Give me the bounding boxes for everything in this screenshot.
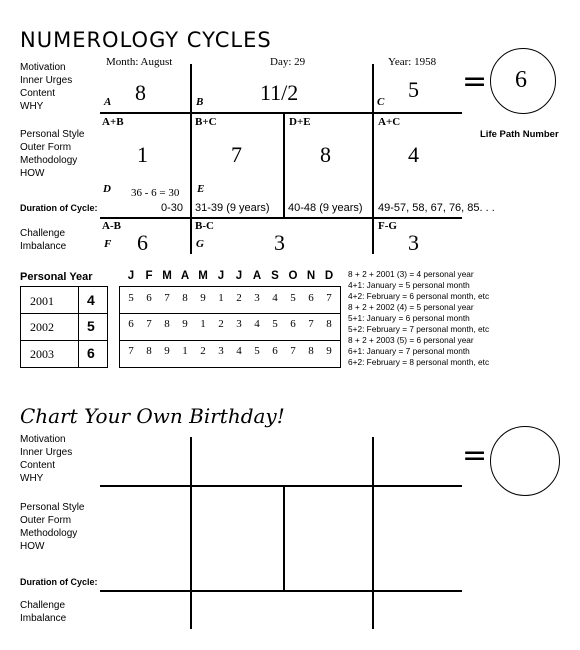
cell-de-label: D+E — [289, 116, 311, 128]
duration-3: 40-48 (9 years) — [288, 202, 363, 214]
life-path-label: Life Path Number — [480, 129, 559, 140]
cell-f-letter: F — [104, 238, 112, 250]
own-label-motivation: Motivation Inner Urges Content WHY — [20, 434, 73, 484]
grid-line — [283, 112, 285, 217]
year-2003-number: 6 — [87, 345, 95, 361]
page-title: NUMEROLOGY CYCLES — [20, 28, 272, 52]
cell-c-value: 5 — [408, 77, 419, 102]
cell-amb-label: A-B — [102, 220, 121, 232]
year-2002: 2002 — [30, 320, 54, 334]
grid-line — [372, 64, 374, 254]
own-grid-line — [100, 485, 462, 487]
cell-bc-value: 7 — [231, 142, 242, 167]
table-row: 6 7 8 9 1 2 3 4 5 6 7 8 — [128, 318, 332, 330]
cell-ab-label: A+B — [102, 116, 124, 128]
cell-bmc-label: B-C — [195, 220, 214, 232]
grid-line — [100, 112, 462, 114]
own-label-personal-style: Personal Style Outer Form Methodology HOW — [20, 502, 85, 552]
own-grid-line — [100, 590, 462, 592]
cell-b-letter: B — [196, 96, 204, 108]
cell-b-value: 11/2 — [260, 80, 299, 105]
life-path-value: 6 — [515, 67, 527, 93]
month-header: J F M A M J J A S O N D — [127, 270, 334, 282]
duration-2: 31-39 (9 years) — [195, 202, 270, 214]
table-row: 7 8 9 1 2 3 4 5 6 7 8 9 — [128, 345, 332, 357]
own-equals-sign: = — [462, 438, 488, 473]
cell-e-letter: E — [197, 183, 205, 195]
cell-fmg-value: 3 — [408, 230, 419, 255]
cell-g-letter: G — [196, 238, 204, 250]
cell-amb-value: 6 — [137, 230, 148, 255]
month-label: Month: August — [106, 56, 173, 68]
year-2002-number: 5 — [87, 318, 95, 334]
own-label-challenge: Challenge Imbalance — [20, 600, 67, 624]
own-life-path-circle — [490, 426, 560, 496]
row-label-duration: Duration of Cycle: — [20, 203, 98, 213]
cell-c-letter: C — [377, 96, 385, 108]
row-label-personal-style: Personal Style Outer Form Methodology HOW — [20, 129, 85, 179]
duration-1: 0-30 — [161, 202, 184, 214]
cell-a-letter: A — [104, 96, 112, 108]
months-table-divider — [119, 340, 341, 341]
grid-line — [190, 64, 192, 254]
grid-line — [100, 217, 462, 219]
cell-ab-value: 1 — [137, 142, 148, 167]
year-label: Year: 1958 — [388, 56, 437, 68]
year-2001: 2001 — [30, 294, 54, 308]
cell-fmg-label: F-G — [378, 220, 397, 232]
own-grid-line — [372, 437, 374, 629]
year-table-divider — [20, 340, 108, 341]
cell-bc-label: B+C — [195, 116, 217, 128]
own-chart-title: Chart Your Own Birthday! — [20, 404, 285, 428]
months-table-divider — [119, 313, 341, 314]
own-grid-line — [283, 485, 285, 590]
cell-ac-value: 4 — [408, 142, 419, 167]
cell-bmc-value: 3 — [274, 230, 285, 255]
year-table-divider — [78, 286, 79, 368]
table-row: 5 6 7 8 9 1 2 3 4 5 6 7 — [128, 292, 332, 304]
own-label-duration: Duration of Cycle: — [20, 577, 98, 587]
cell-de-value: 8 — [320, 142, 331, 167]
cell-d-calc: 36 - 6 = 30 — [131, 187, 180, 199]
cell-d-letter: D — [103, 183, 111, 195]
calculation-notes: 8 + 2 + 2001 (3) = 4 personal year 4+1: January = 5 personal month 4+2: February = 6 personal month, etc 8 + 2 + 2002 (4) = 5 personal year 5+1: January = 6 personal month 5+2: February = 7 personal month, etc 8 + 2 + 2003 (5) = 6 personal year 6+1: January = 7 personal month 6+2: February = 8 personal month, etc — [348, 269, 490, 367]
cell-ac-label: A+C — [378, 116, 401, 128]
personal-year-label: Personal Year — [20, 271, 93, 283]
own-grid-line — [190, 437, 192, 629]
day-label: Day: 29 — [270, 56, 306, 68]
row-label-motivation: Motivation Inner Urges Content WHY — [20, 62, 73, 112]
row-label-challenge: Challenge Imbalance — [20, 228, 67, 252]
cell-a-value: 8 — [135, 80, 146, 105]
duration-4: 49-57, 58, 67, 76, 85. . . — [378, 202, 495, 214]
year-2001-number: 4 — [87, 292, 95, 308]
year-2003: 2003 — [30, 347, 54, 361]
equals-sign: = — [462, 64, 488, 99]
year-table-divider — [20, 313, 108, 314]
